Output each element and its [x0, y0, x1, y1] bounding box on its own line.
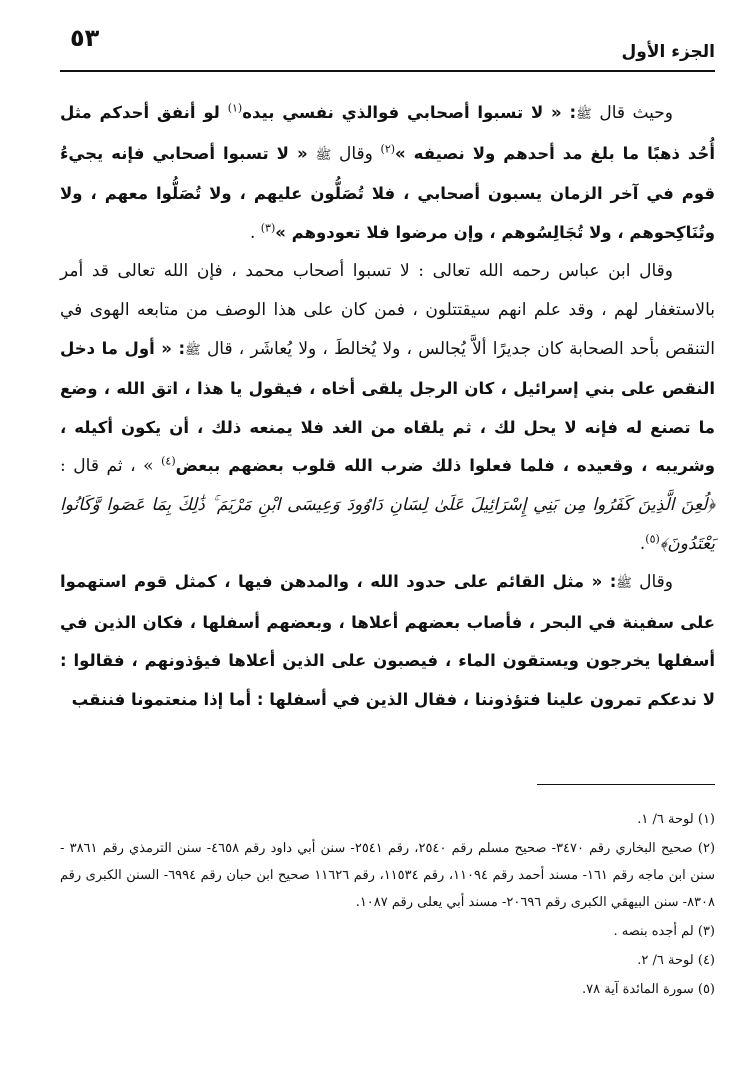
hadith-text: لو أنفق أحدكم مثل أُحُد ذهبًا ما بلغ مد أحدهم ولا نصيفه »: [60, 103, 715, 163]
footnote-item: (٣) لم أجده بنصه .: [613, 924, 715, 939]
footnotes: [60, 806, 715, 1005]
salawat-symbol: ﷺ: [616, 576, 633, 592]
paragraph-2: [60, 252, 715, 563]
text-run: وحيث قال: [599, 103, 674, 123]
book-page: [60, 22, 715, 1062]
running-title: الجزء الأول: [621, 42, 715, 62]
quran-verse: ﴿لُعِنَ الَّذِينَ كَفَرُوا مِن بَنِي إِسْرَائِيلَ عَلَىٰ لِسَانِ دَاوُودَ وَعِيسَى ابْنِ مَرْيَمَ ۚ ذَٰلِكَ بِمَا عَصَوا وَّكَانُوا يَعْتَدُونَ﴾: [60, 494, 715, 554]
salawat-symbol: ﷺ: [185, 342, 201, 358]
text-run: وقال: [632, 572, 673, 593]
header-rule: [60, 70, 715, 72]
footnote-ref[interactable]: (٣): [260, 221, 276, 235]
hadith-text: : « مثل القائم على حدود الله ، والمدهن فيها ، كمثل قوم استهموا على سفينة في البحر ، فأصاب بعضهم أعلاها ، وبعضهم أسفلها ، فكان الذين في أسفلها يخرجون ويستقون الماء ، فيصبون على الذين أعلاها فيؤذونهم ، فقالوا : لا ندعكم تمرون علينا فتؤذوننا ، فقال الذين في أسفلها : أما إذا منعتمونا فننقب: [60, 572, 715, 709]
footnote-separator: [537, 784, 715, 785]
footnote-ref[interactable]: (٢): [380, 141, 396, 155]
footnote-item: (٢) صحيح البخاري رقم ٣٤٧٠- صحيح مسلم رقم ٢٥٤٠، رقم ٢٥٤١- سنن أبي داود رقم ٤٦٥٨- سنن الترمذي رقم ٣٨٦١ - سنن ابن ماجه رقم ١٦١- مسند أحمد رقم ١١٠٩٤، رقم ١١٥٣٤، رقم ١١٦٢٦ صحيح ابن حبان رقم ٦٩٩٤- السنن الكبرى رقم ٨٣٠٨- سنن البيهقي الكبرى رقم ٢٠٦٩٦- مسند أبي يعلى رقم ١٠٨٧.: [60, 841, 716, 910]
main-text: [60, 94, 715, 720]
page-number: ٥٣: [70, 24, 100, 52]
text-run: .: [249, 222, 261, 243]
text-run: » ، ثم قال :: [60, 456, 162, 477]
text-run: وقال ابن عباس رحمه الله تعالى : لا تسبوا أصحاب محمد ، فإن الله تعالى قد أمر بالاستغفار لهم ، وقد علم انهم سيقتتلون ، فمن كان على هذا الوصف من متابعه الهوى في التنقص بأحد الصحابة كان جديرًا ألاَّ يُجالس ، ولا يُخالطَ ، ولا يُعاشَر ، قال: [60, 261, 715, 359]
footnote-ref[interactable]: (٥): [645, 531, 660, 545]
page-header: [60, 22, 715, 66]
footnote-ref[interactable]: (٤): [161, 454, 176, 468]
hadith-text: : « لا تسبوا أصحابي فوالذي نفسي بيده: [242, 103, 577, 122]
footnote-ref[interactable]: (١): [227, 101, 243, 115]
footnote-item: (١) لوحة ٦/ ١.: [637, 812, 715, 827]
salawat-symbol: ﷺ: [315, 147, 332, 163]
footnote-item: (٥) سورة المائدة آية ٧٨.: [582, 982, 715, 997]
salawat-symbol: ﷺ: [576, 107, 592, 122]
paragraph-1: [60, 94, 715, 252]
text-run: .: [639, 533, 646, 554]
text-run: وقال: [331, 143, 381, 164]
footnote-item: (٤) لوحة ٦/ ٢.: [637, 953, 715, 968]
hadith-text: « لا تسبوا أصحابي فإنه يجيءُ قوم في آخر الزمان يسبون أصحابي ، فلا تُصَلُّون عليهم ، ولا تُصَلُّوا معهم ، ولا وتُنَاكِحوهم ، ولا تُجَالِسُوهم ، وإن مرضوا فلا تعودوهم »: [60, 143, 715, 242]
paragraph-3: [60, 563, 715, 719]
hadith-text: : « أول ما دخل النقص على بني إسرائيل ، كان الرجل يلقى أخاه ، فيقول يا هذا ، اتق الله ، وضع ما تصنع له فإنه لا يحل لك ، ثم يلقاه من الغد فلا يمنعه ذلك ، أن يكون أكيله ، وشريبه ، وقعيده ، فلما فعلوا ذلك ضرب الله قلوب بعضهم ببعض: [60, 338, 715, 476]
